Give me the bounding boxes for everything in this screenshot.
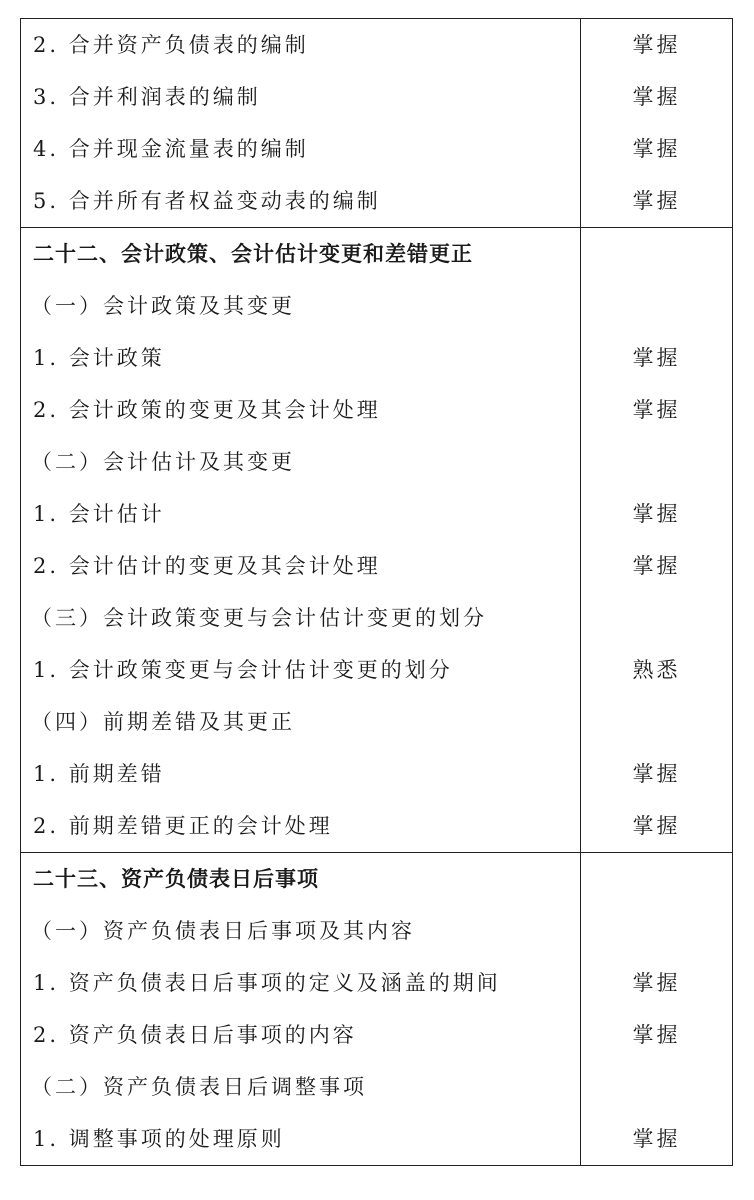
item-text: 2. 前期差错更正的会计处理	[33, 814, 333, 838]
section-heading: 二十二、会计政策、会计估计变更和差错更正	[33, 242, 473, 266]
mastery-level: 掌握	[632, 189, 681, 213]
item-text: 3. 合并利润表的编制	[33, 85, 261, 109]
item-text: 4. 合并现金流量表的编制	[33, 137, 309, 161]
section-block	[21, 228, 733, 853]
mastery-level: 熟悉	[632, 658, 681, 682]
mastery-level: 掌握	[632, 554, 681, 578]
item-column	[21, 853, 581, 1166]
section-heading-level	[581, 228, 732, 280]
syllabus-table	[20, 18, 733, 1166]
mastery-level: 掌握	[632, 346, 681, 370]
section-heading-level	[581, 853, 732, 905]
mastery-level	[581, 905, 732, 957]
mastery-level	[581, 592, 732, 644]
mastery-level: 掌握	[632, 33, 681, 57]
item-text: 2. 资产负债表日后事项的内容	[33, 1023, 357, 1047]
item-text: 2. 合并资产负债表的编制	[33, 33, 309, 57]
mastery-level	[581, 280, 732, 332]
item-text: 5. 合并所有者权益变动表的编制	[33, 189, 381, 213]
mastery-level: 掌握	[632, 1023, 681, 1047]
subsection-heading: （三）会计政策变更与会计估计变更的划分	[31, 606, 487, 630]
mastery-level	[581, 1061, 732, 1113]
level-column	[581, 853, 733, 1166]
subsection-heading: （二）会计估计及其变更	[31, 450, 295, 474]
section-heading: 二十三、资产负债表日后事项	[33, 867, 319, 891]
item-text: 2. 会计政策的变更及其会计处理	[33, 398, 381, 422]
mastery-level: 掌握	[632, 137, 681, 161]
item-text: 1. 资产负债表日后事项的定义及涵盖的期间	[33, 971, 501, 995]
item-text: 1. 会计政策	[33, 346, 165, 370]
item-text: 1. 会计估计	[33, 502, 165, 526]
mastery-level: 掌握	[632, 762, 681, 786]
level-column	[581, 19, 733, 228]
mastery-level	[581, 436, 732, 488]
subsection-heading: （四）前期差错及其更正	[31, 710, 295, 734]
mastery-level	[581, 696, 732, 748]
item-column	[21, 19, 581, 228]
item-text: 1. 调整事项的处理原则	[33, 1127, 285, 1151]
syllabus-page	[20, 18, 732, 1166]
section-block	[21, 19, 733, 228]
item-column	[21, 228, 581, 853]
subsection-heading: （二）资产负债表日后调整事项	[31, 1075, 367, 1099]
section-block	[21, 853, 733, 1166]
item-text: 2. 会计估计的变更及其会计处理	[33, 554, 381, 578]
mastery-level: 掌握	[632, 85, 681, 109]
mastery-level: 掌握	[632, 1127, 681, 1151]
mastery-level: 掌握	[632, 971, 681, 995]
subsection-heading: （一）会计政策及其变更	[31, 294, 295, 318]
item-text: 1. 会计政策变更与会计估计变更的划分	[33, 658, 453, 682]
subsection-heading: （一）资产负债表日后事项及其内容	[31, 919, 415, 943]
item-text: 1. 前期差错	[33, 762, 165, 786]
mastery-level: 掌握	[632, 502, 681, 526]
level-column	[581, 228, 733, 853]
mastery-level: 掌握	[632, 814, 681, 838]
mastery-level: 掌握	[632, 398, 681, 422]
